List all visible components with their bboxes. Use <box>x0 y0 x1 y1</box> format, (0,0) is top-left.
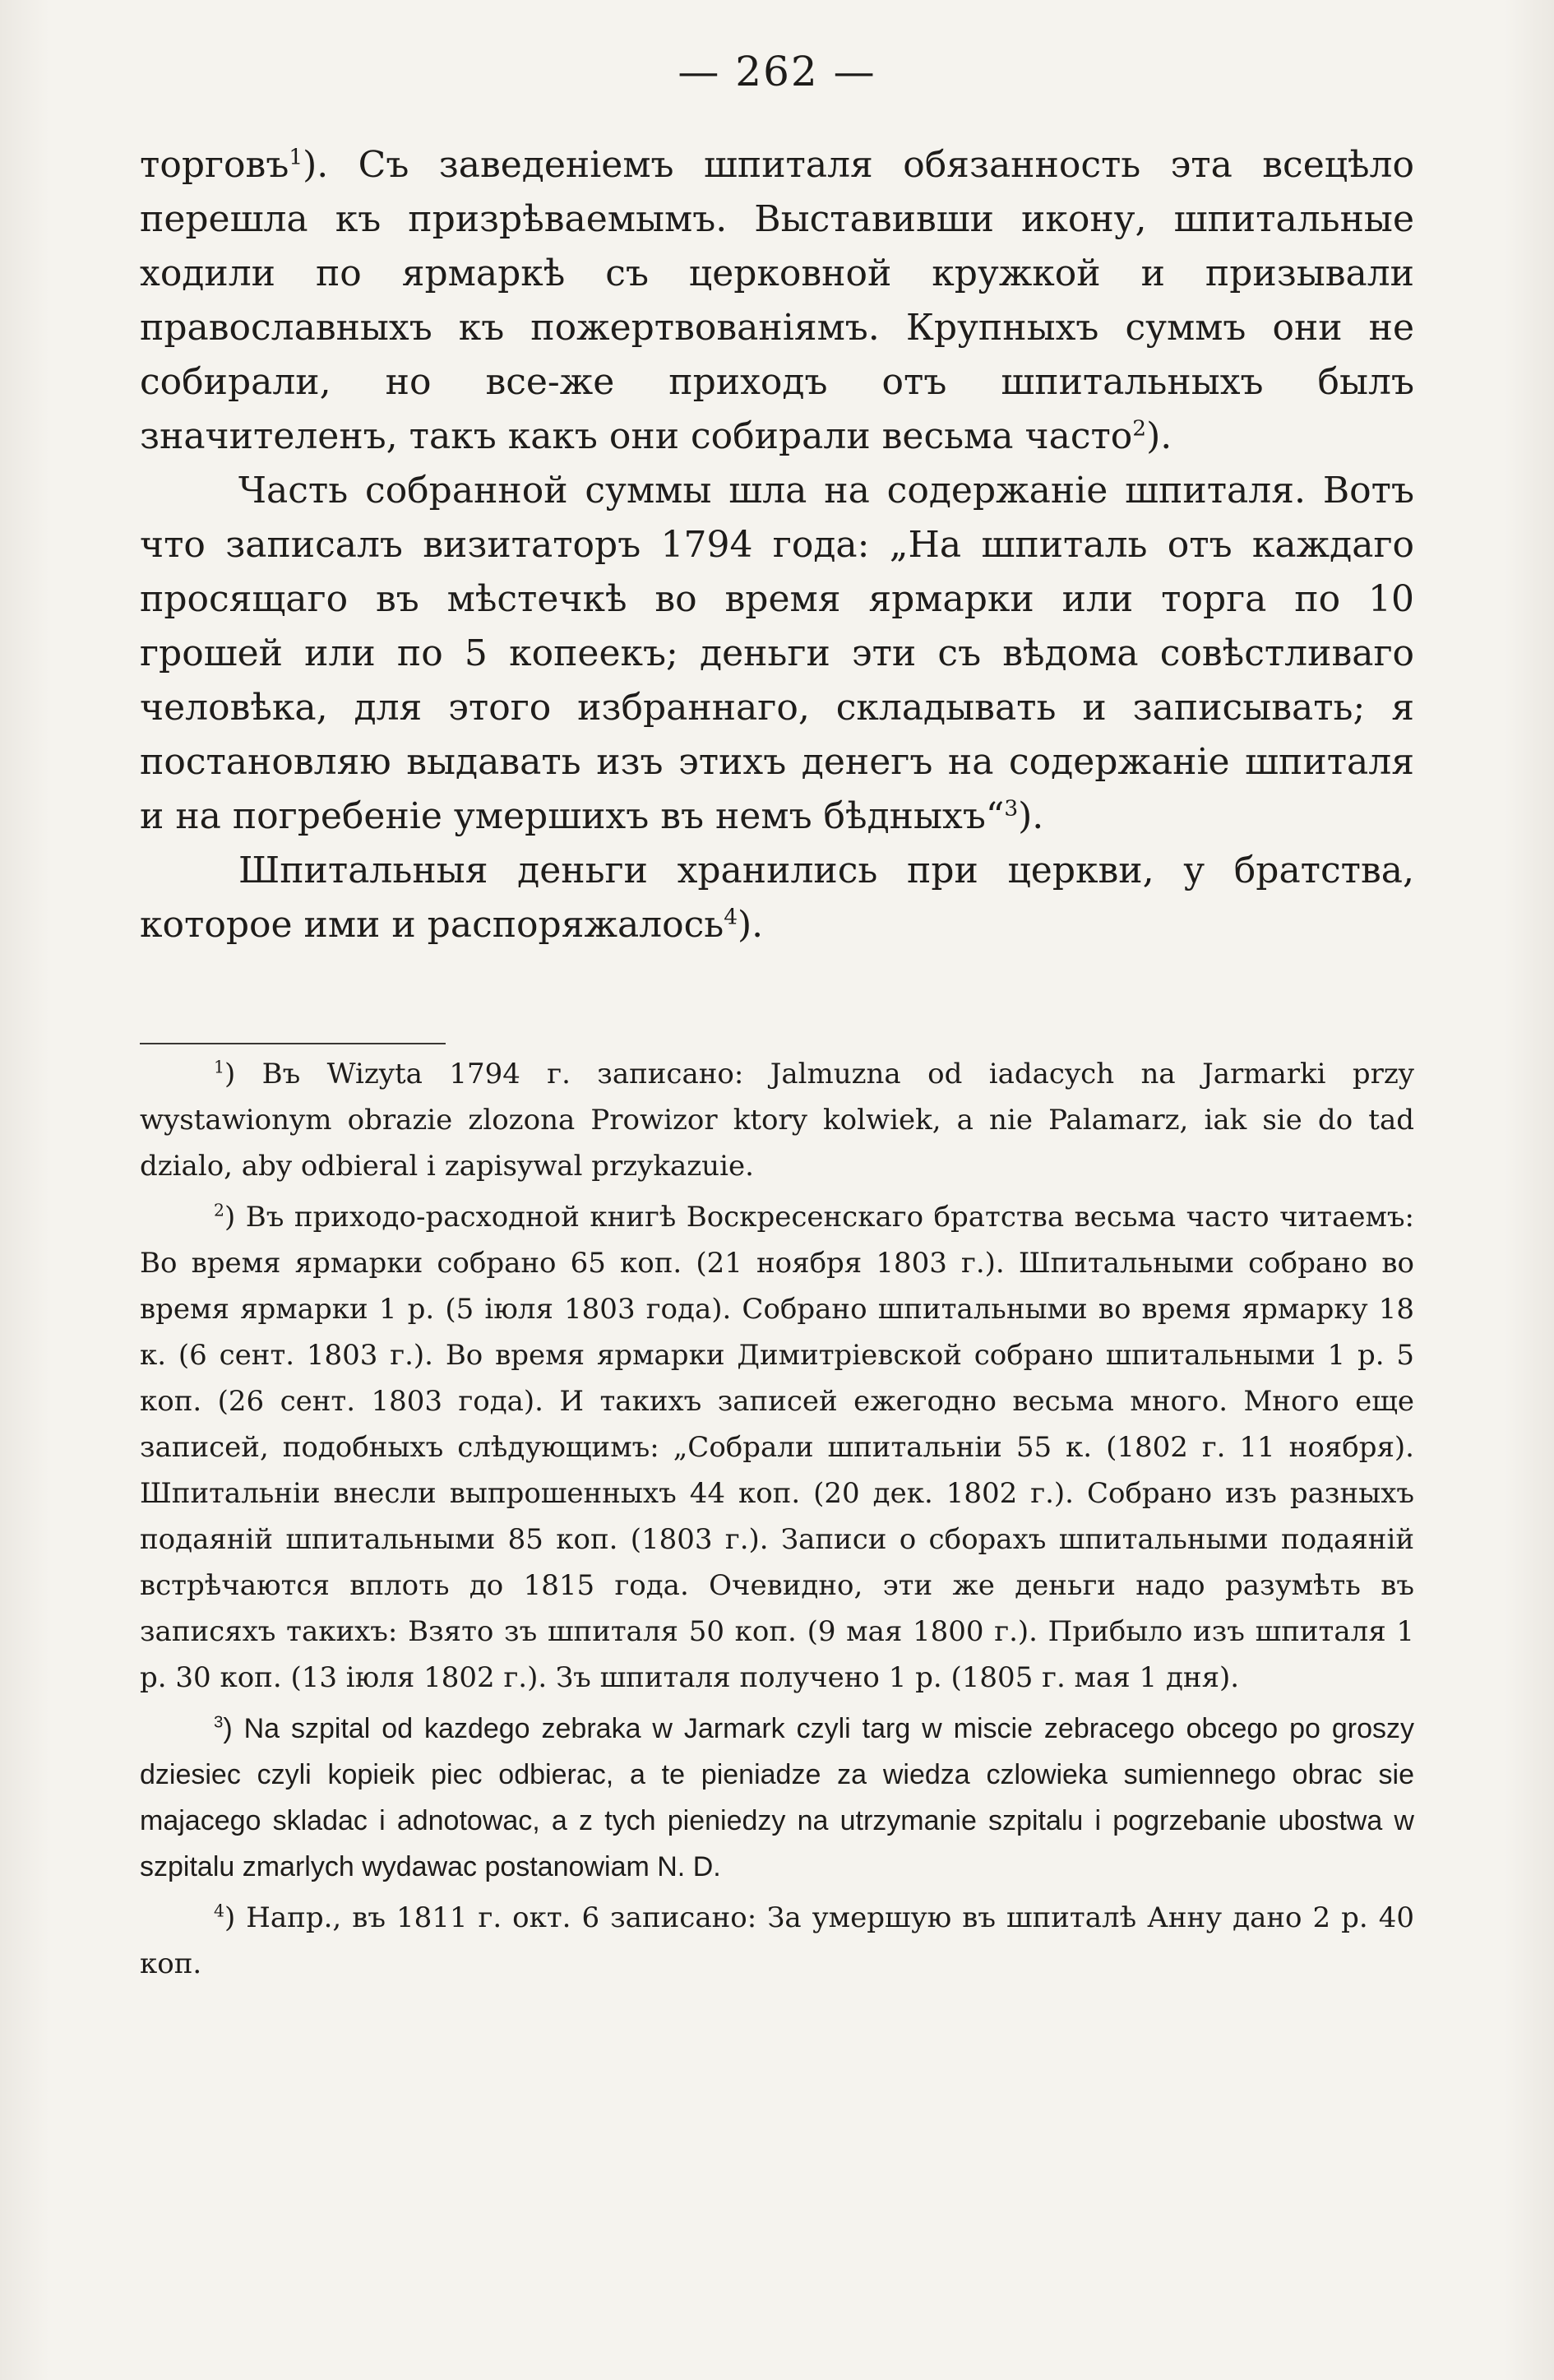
main-text <box>140 138 1414 952</box>
paragraph-2-tail: ). <box>1018 795 1044 837</box>
footnote-ref-3: 3 <box>1004 795 1019 822</box>
footnote-text: ) Na szpital od kazdego zebraka w Jarmark czyli targ w miscie zebracego obcego po groszy dziesiec czyli kopieik piec odbierac, a te pieniadze za wiedza czlowieka sumiennego obrac sie majacego skladac i adnotowac, a z tych pieniedzy na utrzymanie szpitalu i pogrzebanie ubostwa w szpitalu zmarlych wydawac postanowiam N. D. <box>140 1713 1414 1882</box>
paragraph-1-end: ). <box>1146 415 1172 457</box>
paragraph-3-tail: ). <box>738 904 764 946</box>
paragraph-2-text: Часть собранной суммы шла на содержаніе шпиталя. Вотъ что записалъ визитаторъ 1794 года: „На шпиталь отъ каждаго просящаго въ мѣстечкѣ во время ярмарки или торга по 10 грошей или по 5 копеекъ; деньги эти съ вѣдома совѣстливаго человѣка, для этого избраннаго, складывать и записывать; я постановляю выдавать изъ этихъ денегъ на содержаніе шпиталя и на погребеніе умершихъ въ немъ бѣдныхъ“ <box>140 470 1414 837</box>
paragraph-3 <box>140 844 1414 952</box>
footnote-mark: 4 <box>214 1901 224 1921</box>
footnote-4 <box>140 1895 1414 1987</box>
footnote-mark: 3 <box>214 1713 224 1732</box>
paragraph-1-text: торговъ <box>140 144 289 186</box>
footnote-mark: 1 <box>214 1057 224 1077</box>
footnote-ref-1: 1 <box>289 144 303 170</box>
footnote-text: ) Напр., въ 1811 г. окт. 6 записано: За умершую въ шпиталѣ Анну дано 2 р. 40 коп. <box>140 1901 1414 1980</box>
footnote-2 <box>140 1194 1414 1701</box>
footnote-3 <box>140 1706 1414 1890</box>
footnote-mark: 2 <box>214 1200 224 1220</box>
paragraph-3-text: Шпитальныя деньги хранились при церкви, у братства, которое ими и распоряжалось <box>140 850 1414 946</box>
footnote-ref-4: 4 <box>724 904 738 930</box>
paragraph-2 <box>140 464 1414 844</box>
paragraph-1-tail: ). Съ заведеніемъ шпиталя обязанность эта всецѣло перешла къ призрѣваемымъ. Выставивши икону, шпитальные ходили по ярмаркѣ съ церковной кружкой и призывали православныхъ къ пожертвованіямъ. Крупныхъ суммъ они не собирали, но все-же приходъ отъ шпитальныхъ былъ значителенъ, такъ какъ они собирали весьма часто <box>140 144 1414 457</box>
footnote-1 <box>140 1051 1414 1189</box>
footnote-ref-2: 2 <box>1132 415 1147 442</box>
footnote-divider <box>140 1043 446 1044</box>
footnote-text: ) Въ Wizyta 1794 г. записано: Jalmuzna od iadacych na Jarmarki przy wystawionym obrazie zlozona Prowizor ktory kolwiek, a nie Palamarz, iak sie do tad dzialo, aby odbieral i zapisywal przykazuie. <box>140 1058 1414 1183</box>
footnote-text: ) Въ приходо-расходной книгѣ Воскресенскаго братства весьма часто читаемъ: Во время ярмарки собрано 65 коп. (21 ноября 1803 г.). Шпитальными собрано во время ярмарки 1 р. (5 іюля 1803 года). Собрано шпитальными во время ярмарку 18 к. (6 сент. 1803 г.). Во время ярмарки Димитріевской собрано шпитальными 1 р. 5 коп. (26 сент. 1803 года). И такихъ записей ежегодно весьма много. Много еще записей, подобныхъ слѣдующимъ: „Собрали шпитальніи 55 к. (1802 г. 11 ноября). Шпитальніи внесли выпрошенныхъ 44 коп. (20 дек. 1802 г.). Собрано изъ разныхъ подаяній шпитальными 85 коп. (1803 г.). Записи о сборахъ шпитальными подаяній встрѣчаются вплоть до 1815 года. Очевидно, эти же деньги надо разумѣть въ записяхъ такихъ: Взято зъ шпиталя 50 коп. (9 мая 1800 г.). Прибыло изъ шпиталя 1 р. 30 коп. (13 іюля 1802 г.). Зъ шпиталя получено 1 р. (1805 г. мая 1 дня). <box>140 1201 1414 1694</box>
page-number: — 262 — <box>678 48 876 95</box>
paragraph-1 <box>140 138 1414 464</box>
footnotes <box>140 1051 1414 1992</box>
